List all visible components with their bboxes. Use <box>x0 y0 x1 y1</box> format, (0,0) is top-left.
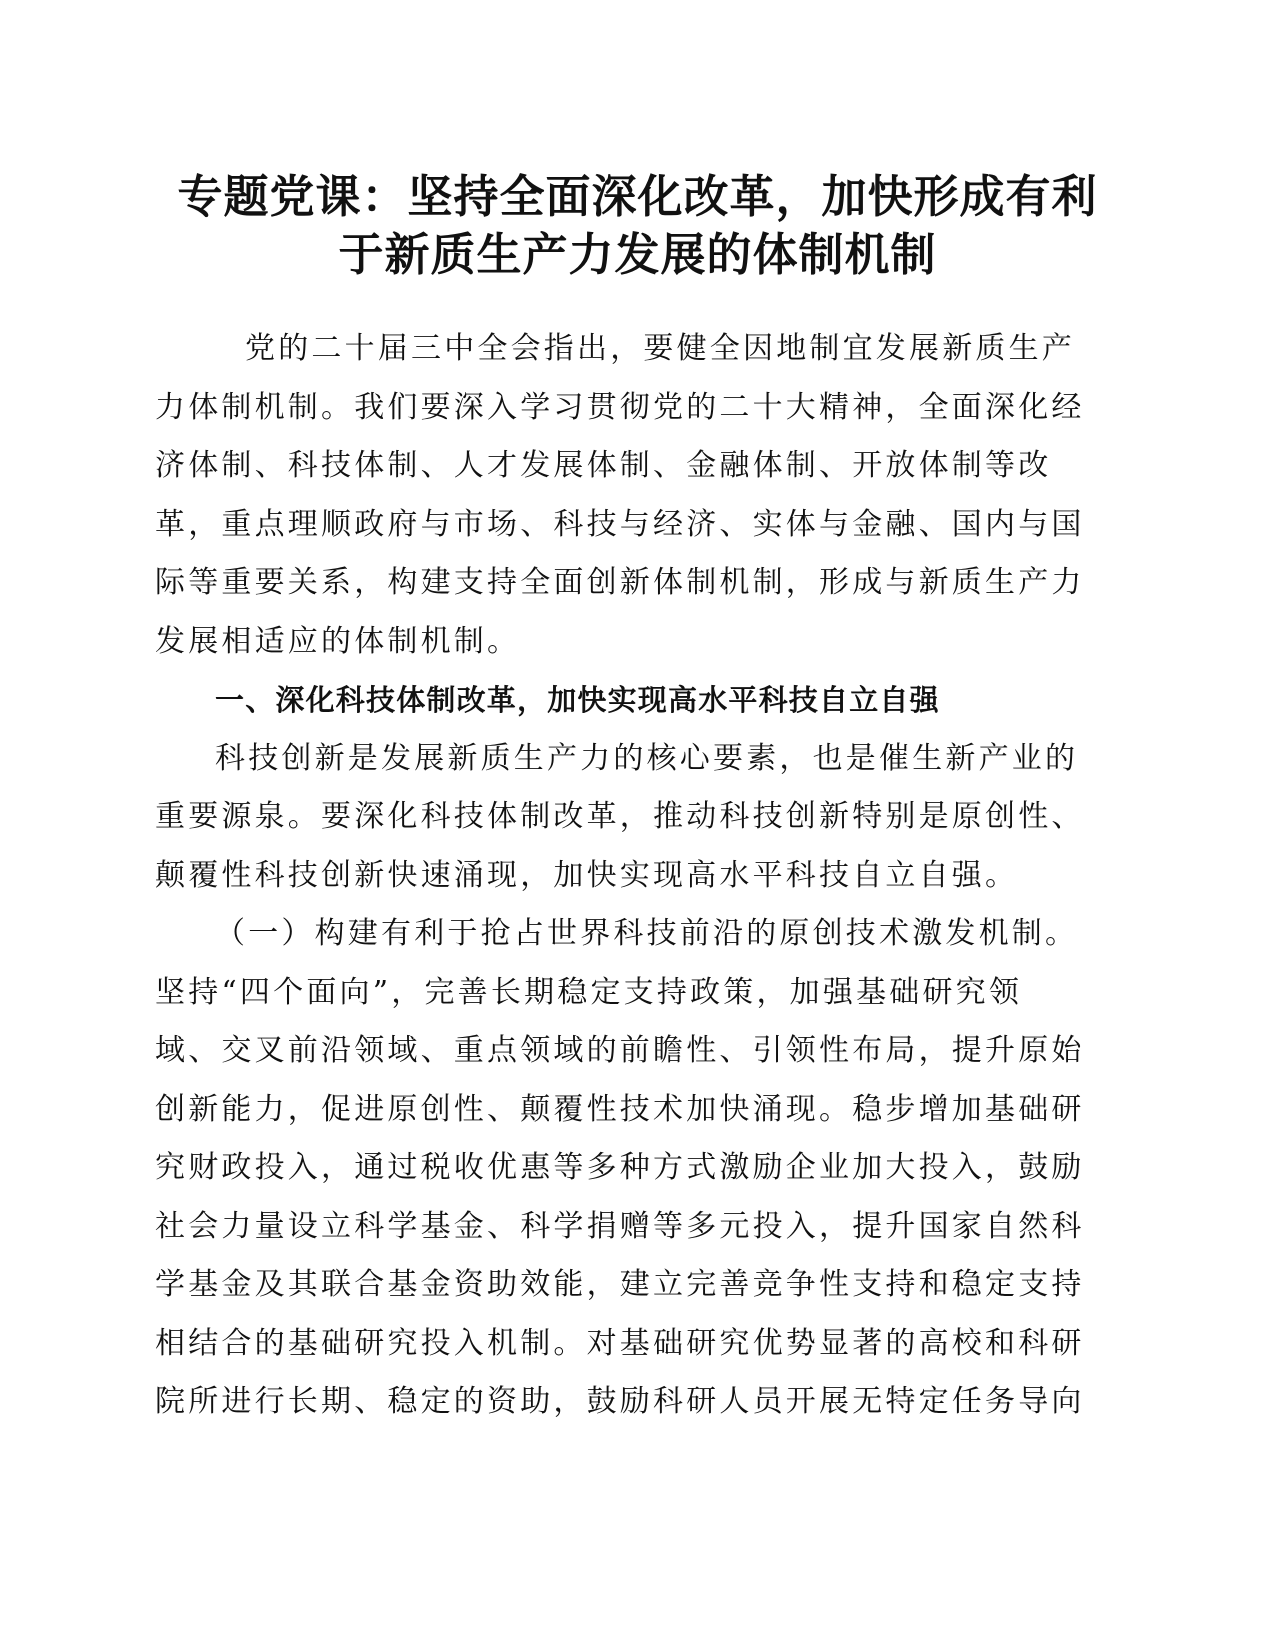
text-line: （一）构建有利于抢占世界科技前沿的原创技术激发机制。 <box>215 916 1079 951</box>
text-line: 济体制、科技体制、人才发展体制、金融体制、开放体制等改 <box>155 448 1052 483</box>
text-line: 相结合的基础研究投入机制。对基础研究优势显著的高校和科研 <box>155 1325 1085 1361</box>
text-line: 院所进行长期、稳定的资助，鼓励科研人员开展无特定任务导向 <box>155 1384 1085 1419</box>
text-line: 颠覆性科技创新快速涌现，加快实现高水平科技自立自强。 <box>155 857 1019 893</box>
text-line: 坚持“四个面向”，完善长期稳定支持政策，加强基础研究领 <box>155 974 1023 1010</box>
paragraph-subsection-1 <box>155 905 1085 1432</box>
text-line: 革，重点理顺政府与市场、科技与经济、实体与金融、国内与国 <box>155 506 1085 542</box>
paragraph-intro <box>155 320 1085 671</box>
text-line: 创新能力，促进原创性、颠覆性技术加快涌现。稳步增加基础研 <box>155 1091 1085 1127</box>
document-body <box>155 320 1085 1432</box>
text-line: 际等重要关系，构建支持全面创新体制机制，形成与新质生产力 <box>155 565 1085 600</box>
paragraph-section-1 <box>155 730 1085 906</box>
section-heading-1: 一、深化科技体制改革，加快实现高水平科技自立自强 <box>215 683 940 717</box>
text-line: 党的二十届三中全会指出，要健全因地制宜发展新质生产 <box>245 331 1075 366</box>
text-line: 发展相适应的体制机制。 <box>155 623 521 659</box>
text-line: 科技创新是发展新质生产力的核心要素，也是催生新产业的 <box>215 740 1079 776</box>
document-title <box>130 168 1145 284</box>
text-line: 学基金及其联合基金资助效能，建立完善竞争性支持和稳定支持 <box>155 1267 1085 1302</box>
text-line: 究财政投入，通过税收优惠等多种方式激励企业加大投入，鼓励 <box>155 1150 1085 1185</box>
text-line: 社会力量设立科学基金、科学捐赠等多元投入，提升国家自然科 <box>155 1208 1085 1244</box>
text-line: 重要源泉。要深化科技体制改革，推动科技创新特别是原创性、 <box>155 799 1085 834</box>
title-line-2: 于新质生产力发展的体制机制 <box>338 228 937 281</box>
text-line: 域、交叉前沿领域、重点领域的前瞻性、引领性布局，提升原始 <box>155 1033 1085 1068</box>
text-line: 力体制机制。我们要深入学习贯彻党的二十大精神，全面深化经 <box>155 389 1085 425</box>
title-line-1: 专题党课：坚持全面深化改革，加快形成有利 <box>177 170 1098 223</box>
